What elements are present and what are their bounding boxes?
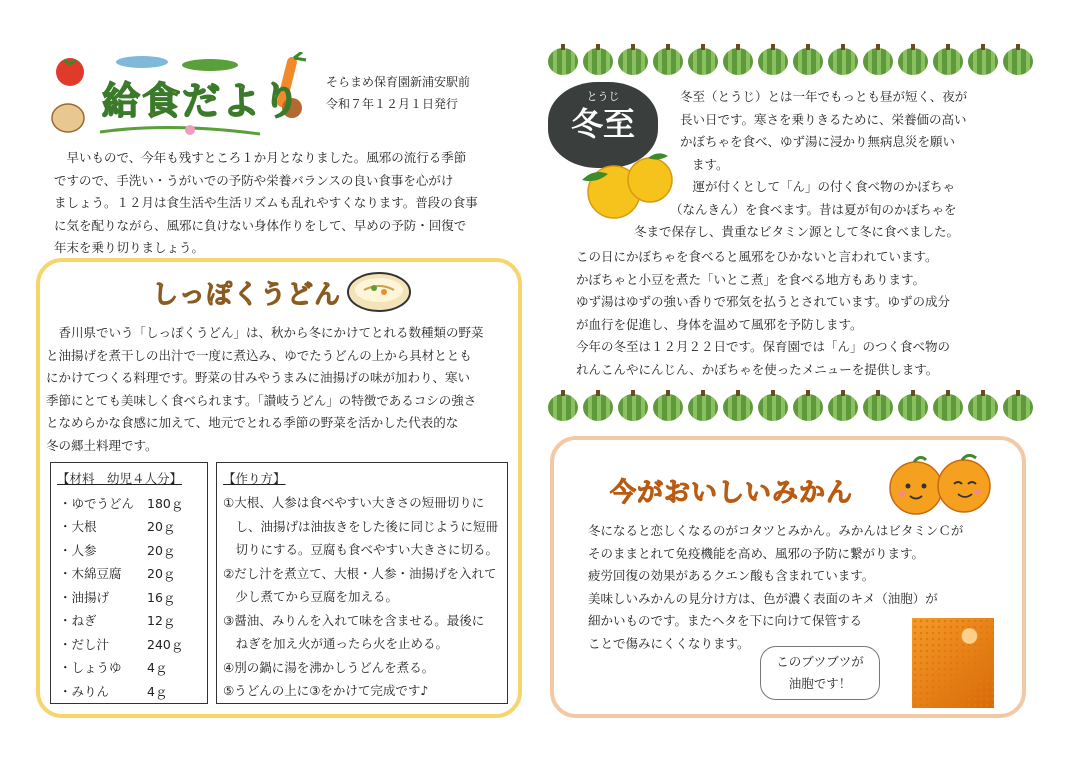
mikan-line: 疲労回復の効果があるクエン酸も含まれています。 <box>588 568 875 583</box>
header-illustration <box>50 52 310 142</box>
pumpkin-icon <box>583 394 613 421</box>
udon-line: 香川県でいう「しっぽくうどん」は、秋から冬にかけてとれる数種類の野菜 <box>46 325 484 340</box>
ingredient-name: ・しょうゆ <box>59 660 122 676</box>
step-line: 切りにする。豆腐も食べやすい大きさに切る。 <box>223 542 499 557</box>
toji-line: 冬まで保存し、貴重なビタミン源として冬に食べました。 <box>634 224 960 239</box>
udon-line: と油揚げを煮干しの出汁で一度に煮込み、ゆでたうどんの上から具材ととも <box>46 347 472 363</box>
ingredient-row <box>59 609 183 633</box>
pumpkin-icon <box>688 394 718 421</box>
newsletter-title: 給食だより <box>102 79 303 123</box>
step-line: し、油揚げは油抜きをした後に同じように短冊 <box>223 518 499 534</box>
ingredient-row <box>59 679 183 703</box>
mikan-face-icon <box>886 454 996 516</box>
ingredient-amount: 4ｇ <box>147 683 168 699</box>
toji-reading: とうじ <box>586 90 620 103</box>
pumpkin-icon <box>688 48 718 75</box>
udon-bowl-icon <box>346 270 412 314</box>
step-line: ⑤うどんの上に③をかけて完成です♪ <box>223 683 429 698</box>
pumpkin-icon <box>863 48 893 75</box>
pumpkin-icon <box>933 394 963 421</box>
ingredients-table <box>59 491 183 703</box>
intro-line: 早いもので、今年も残すところ１か月となりました。風邪の流行る季節 <box>54 150 467 165</box>
pumpkin-icon <box>653 48 683 75</box>
ingredient-amount: 12ｇ <box>147 613 176 629</box>
udon-line: 季節にとても美味しく食べられます。「讃岐うどん」の特徴であるコシの強さ <box>46 392 477 408</box>
toji-line: この日にかぼちゃを食べると風邪をひかないと言われています。 <box>576 249 938 264</box>
pumpkin-icon <box>793 394 823 421</box>
mikan-title: 今がおいしいみかん <box>610 478 854 508</box>
udon-section <box>36 258 522 718</box>
publisher-name: そらまめ保育園新浦安駅前 <box>326 75 471 89</box>
steps-header: 【作り方】 <box>223 471 286 486</box>
toji-line: かぼちゃと小豆を煮た「いとこ煮」を食べる地方もあります。 <box>576 271 926 287</box>
ingredient-name: ・ねぎ <box>59 613 97 629</box>
ingredient-row <box>59 491 183 515</box>
udon-line: にかけてつくる料理です。野菜の甘みやうまみに油揚げの味が加わり、寒い <box>46 370 471 385</box>
ingredient-row <box>59 515 183 539</box>
yuzu-icon <box>574 150 684 220</box>
pumpkin-icon <box>828 394 858 421</box>
udon-title: しっぽくうどん <box>152 280 342 310</box>
udon-description <box>46 322 484 457</box>
pumpkin-icon <box>723 394 753 421</box>
pumpkin-icon <box>793 48 823 75</box>
mikan-peel-photo <box>912 618 994 708</box>
ingredient-row <box>59 538 183 562</box>
pumpkin-icon <box>548 48 578 75</box>
pumpkin-icon <box>548 394 578 421</box>
pumpkin-icon <box>1003 394 1033 421</box>
pumpkin-icon <box>618 394 648 421</box>
pumpkin-icon <box>723 48 753 75</box>
step-line: ③醤油、みりんを入れて味を含ませる。最後に <box>223 612 485 628</box>
pumpkin-icon <box>758 394 788 421</box>
ingredient-name: ・だし汁 <box>59 636 110 652</box>
pumpkin-icon <box>618 48 648 75</box>
ingredient-name: ・大根 <box>59 519 97 535</box>
toji-line: ゆず湯はゆずの強い香りで邪気を払うとされています。ゆずの成分 <box>576 294 951 309</box>
ingredient-amount: 20ｇ <box>147 542 176 558</box>
mikan-line: そのままとれて免疫機能を高め、風邪の予防に繋がります。 <box>588 545 925 561</box>
pumpkin-icon <box>653 394 683 421</box>
ingredient-row <box>59 656 183 680</box>
ingredient-name: ・油揚げ <box>59 589 110 605</box>
step-line: ②だし汁を煮立て、大根・人参・油揚げを入れて <box>223 565 497 581</box>
ingredient-amount: 4ｇ <box>147 660 168 676</box>
ingredient-name: ・木綿豆腐 <box>59 566 122 582</box>
toji-text-bottom <box>576 246 950 381</box>
ingredient-name: ・ゆでうどん <box>59 495 135 511</box>
toji-line: かぼちゃを食べ、ゆず湯に浸かり無病息災を願い <box>680 134 956 149</box>
pumpkin-border-top <box>548 48 1033 75</box>
ingredient-amount: 16ｇ <box>147 589 176 605</box>
step-line: 少し煮てから豆腐を加える。 <box>223 589 399 604</box>
toji-text-top <box>634 86 968 244</box>
pumpkin-icon <box>758 48 788 75</box>
mikan-section <box>550 436 1026 718</box>
intro-line: に気を配りながら、風邪に負けない身体作りをして、早めの予防・回復で <box>54 217 467 233</box>
toji-line: ます。 <box>692 156 729 172</box>
ingredient-amount: 20ｇ <box>147 566 176 582</box>
intro-line: ましょう。１２月は食生活や生活リズムも乱れやすくなります。普段の食事 <box>54 195 478 210</box>
udon-line: 冬の郷土料理です。 <box>46 437 158 453</box>
steps-list <box>223 491 498 703</box>
toji-line: 冬至（とうじ）とは一年でもっとも昼が短く、夜が <box>680 89 968 104</box>
ingredients-header: 【材料 幼児４人分】 <box>57 471 183 486</box>
issue-date: 令和７年１２月１日発行 <box>326 97 459 111</box>
step-line: ④別の鍋に湯を沸かしうどんを煮る。 <box>223 659 435 675</box>
toji-kanji: 冬至 <box>570 105 635 143</box>
step-line: ①大根、人参は食べやすい大きさの短冊切りに <box>223 495 485 510</box>
ingredient-amount: 240ｇ <box>147 636 184 652</box>
toji-line: 長い日です。寒さを乗りきるために、栄養価の高い <box>680 111 967 127</box>
pumpkin-icon <box>583 48 613 75</box>
ingredient-row <box>59 562 183 586</box>
toji-line: （なんきん）を食べます。昔は夏が旬のかぼちゃを <box>670 201 957 217</box>
pumpkin-icon <box>828 48 858 75</box>
ingredient-row <box>59 632 183 656</box>
speech-bubble <box>760 646 880 700</box>
pumpkin-icon <box>898 394 928 421</box>
pumpkin-icon <box>968 48 998 75</box>
mikan-line: 細かいものです。またヘタを下に向けて保管する <box>588 613 863 628</box>
ingredient-amount: 20ｇ <box>147 519 176 535</box>
intro-paragraph <box>54 147 478 260</box>
intro-line: 年末を乗り切りましょう。 <box>54 240 205 255</box>
intro-line: ですので、手洗い・うがいでの予防や栄養バランスの良い食事を心がけ <box>54 172 454 188</box>
toji-line: 今年の冬至は１２月２２日です。保育園では「ん」のつく食べ物の <box>576 339 951 354</box>
ingredient-name: ・人参 <box>59 542 97 558</box>
mikan-line: ことで傷みにくくなります。 <box>588 635 750 651</box>
mikan-line: 美味しいみかんの見分け方は、色が濃く表面のキメ（油胞）が <box>588 590 938 606</box>
step-line: ねぎを加え火が通ったら火を止める。 <box>223 636 449 651</box>
bubble-line: 油胞です！ <box>788 676 852 691</box>
toji-line: が血行を促進し、身体を温めて風邪を予防します。 <box>576 316 863 332</box>
ingredient-row <box>59 585 183 609</box>
pumpkin-icon <box>898 48 928 75</box>
pumpkin-icon <box>933 48 963 75</box>
pumpkin-icon <box>863 394 893 421</box>
toji-line: れんこんやにんじん、かぼちゃを使ったメニューを提供します。 <box>576 361 939 377</box>
steps-box <box>216 462 508 704</box>
pumpkin-border-bottom <box>548 394 1033 421</box>
ingredient-name: ・みりん <box>59 683 110 699</box>
pumpkin-icon <box>1003 48 1033 75</box>
ingredients-box <box>50 462 208 704</box>
bubble-line: このブツブツが <box>776 654 864 669</box>
pumpkin-icon <box>968 394 998 421</box>
toji-line: 運が付くとして「ん」の付く食べ物のかぼちゃ <box>680 179 956 194</box>
mikan-description <box>588 520 963 655</box>
mikan-line: 冬になると恋しくなるのがコタツとみかん。みかんはビタミンＣが <box>588 523 964 538</box>
udon-line: となめらかな食感に加えて、地元でとれる季節の野菜を活かした代表的な <box>46 415 459 430</box>
ingredient-amount: 180ｇ <box>147 495 184 511</box>
